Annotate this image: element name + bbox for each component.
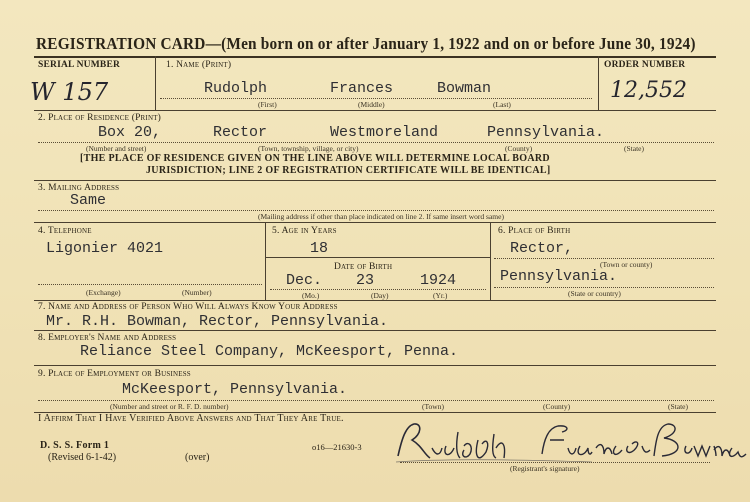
- rule-top: [34, 56, 716, 58]
- residence-line: [38, 142, 714, 143]
- dob-year: 1924: [420, 272, 457, 289]
- residence-label: 2. Place of Residence (Print): [38, 113, 162, 123]
- residence-town-label: (Town, township, village, or city): [258, 144, 359, 153]
- birthplace-state-line: [494, 287, 714, 288]
- residence-street-label: (Number and street): [86, 144, 147, 153]
- over-note: (over): [185, 452, 210, 463]
- birthplace-label: 6. Place of Birth: [498, 226, 571, 236]
- telephone-exchange-label: (Exchange): [86, 288, 121, 297]
- order-label: ORDER NUMBER: [604, 60, 686, 70]
- rule-row1: [34, 110, 716, 111]
- telephone-number-label: (Number): [182, 288, 212, 297]
- mailing-label: 3. Mailing Address: [38, 183, 120, 193]
- rule-row7: [34, 330, 716, 331]
- residence-notice-line2: JURISDICTION; LINE 2 OF REGISTRATION CERTIFICATE WILL BE IDENTICAL]: [146, 165, 551, 176]
- dob-label: Date of Birth: [334, 262, 393, 272]
- divider-serial: [155, 56, 156, 110]
- contact-label: 7. Name and Address of Person Who Will Always Know Your Address: [38, 302, 338, 312]
- contact-value: Mr. R.H. Bowman, Rector, Pennsylvania.: [46, 313, 389, 330]
- divider-tel: [265, 222, 266, 300]
- registrant-signature: [392, 418, 748, 466]
- dob-line: [270, 289, 486, 290]
- employment-county-label: (County): [543, 402, 571, 411]
- birthplace-town-line: [494, 258, 714, 259]
- name-first: Rudolph: [204, 80, 268, 97]
- rule-row2: [34, 180, 716, 181]
- employment-state-label: (State): [668, 402, 688, 411]
- residence-state-label: (State): [624, 144, 644, 153]
- employment-label: 9. Place of Employment or Business: [38, 369, 191, 379]
- mailing-value: Same: [70, 192, 107, 209]
- age-label: 5. Age in Years: [272, 226, 337, 236]
- form-number: D. S. S. Form 1: [40, 440, 110, 451]
- employer-value: Reliance Steel Company, McKeesport, Penna.: [80, 343, 459, 360]
- dob-month-label: (Mo.): [302, 291, 320, 300]
- rule-row3: [34, 222, 716, 223]
- signature-line: [400, 462, 710, 463]
- employment-value: McKeesport, Pennsylvania.: [122, 381, 348, 398]
- residence-county: Westmoreland: [330, 124, 439, 141]
- employment-street-label: (Number and street or R. F. D. number): [110, 402, 229, 411]
- residence-state: Pennsylvania.: [487, 124, 605, 141]
- rule-row4: [34, 300, 716, 301]
- birthplace-town-label: (Town or county): [600, 260, 653, 269]
- name-middle: Frances: [330, 80, 394, 97]
- serial-value: W 157: [30, 78, 109, 106]
- birthplace-state-label: (State or country): [568, 289, 621, 298]
- residence-notice-line1: [THE PLACE OF RESIDENCE GIVEN ON THE LINE ABOVE WILL DETERMINE LOCAL BOARD: [80, 153, 550, 164]
- divider-order: [598, 56, 599, 110]
- name-line: [160, 98, 592, 99]
- print-code: o16—21630-3: [312, 442, 362, 452]
- telephone-line: [38, 284, 262, 285]
- telephone-value: Ligonier 4021: [46, 240, 164, 257]
- serial-label: SERIAL NUMBER: [38, 60, 121, 70]
- residence-street: Box 20,: [98, 124, 162, 141]
- mailing-line: [38, 210, 714, 211]
- telephone-label: 4. Telephone: [38, 226, 92, 236]
- dob-year-label: (Yr.): [433, 291, 448, 300]
- birthplace-town: Rector,: [510, 240, 574, 257]
- age-value: 18: [310, 240, 329, 257]
- order-value: 12,552: [610, 78, 687, 103]
- name-last: Bowman: [437, 80, 492, 97]
- dob-month: Dec.: [286, 272, 323, 289]
- employment-line: [38, 400, 714, 401]
- employment-town-label: (Town): [422, 402, 444, 411]
- rule-row8: [34, 365, 716, 366]
- card-title: REGISTRATION CARD—(Men born on or after January 1, 1922 and on or before June 30, 1924): [36, 34, 696, 53]
- dob-day: 23: [356, 272, 375, 289]
- affirm-text: I Affirm That I Have Verified Above Answers and That They Are True.: [38, 413, 344, 424]
- name-middle-label: (Middle): [358, 100, 385, 109]
- residence-county-label: (County): [505, 144, 533, 153]
- form-revised: (Revised 6-1-42): [48, 452, 117, 463]
- rule-age-split: [265, 257, 490, 258]
- signature-label: (Registrant's signature): [510, 464, 580, 473]
- mailing-note: (Mailing address if other than place indicated on line 2. If same insert word same): [258, 212, 504, 221]
- divider-age: [490, 222, 491, 300]
- birthplace-state: Pennsylvania.: [500, 268, 618, 285]
- name-label: 1. Name (Print): [166, 60, 232, 70]
- dob-day-label: (Day): [371, 291, 389, 300]
- employer-label: 8. Employer's Name and Address: [38, 333, 177, 343]
- residence-town: Rector: [213, 124, 268, 141]
- name-last-label: (Last): [493, 100, 511, 109]
- name-first-label: (First): [258, 100, 277, 109]
